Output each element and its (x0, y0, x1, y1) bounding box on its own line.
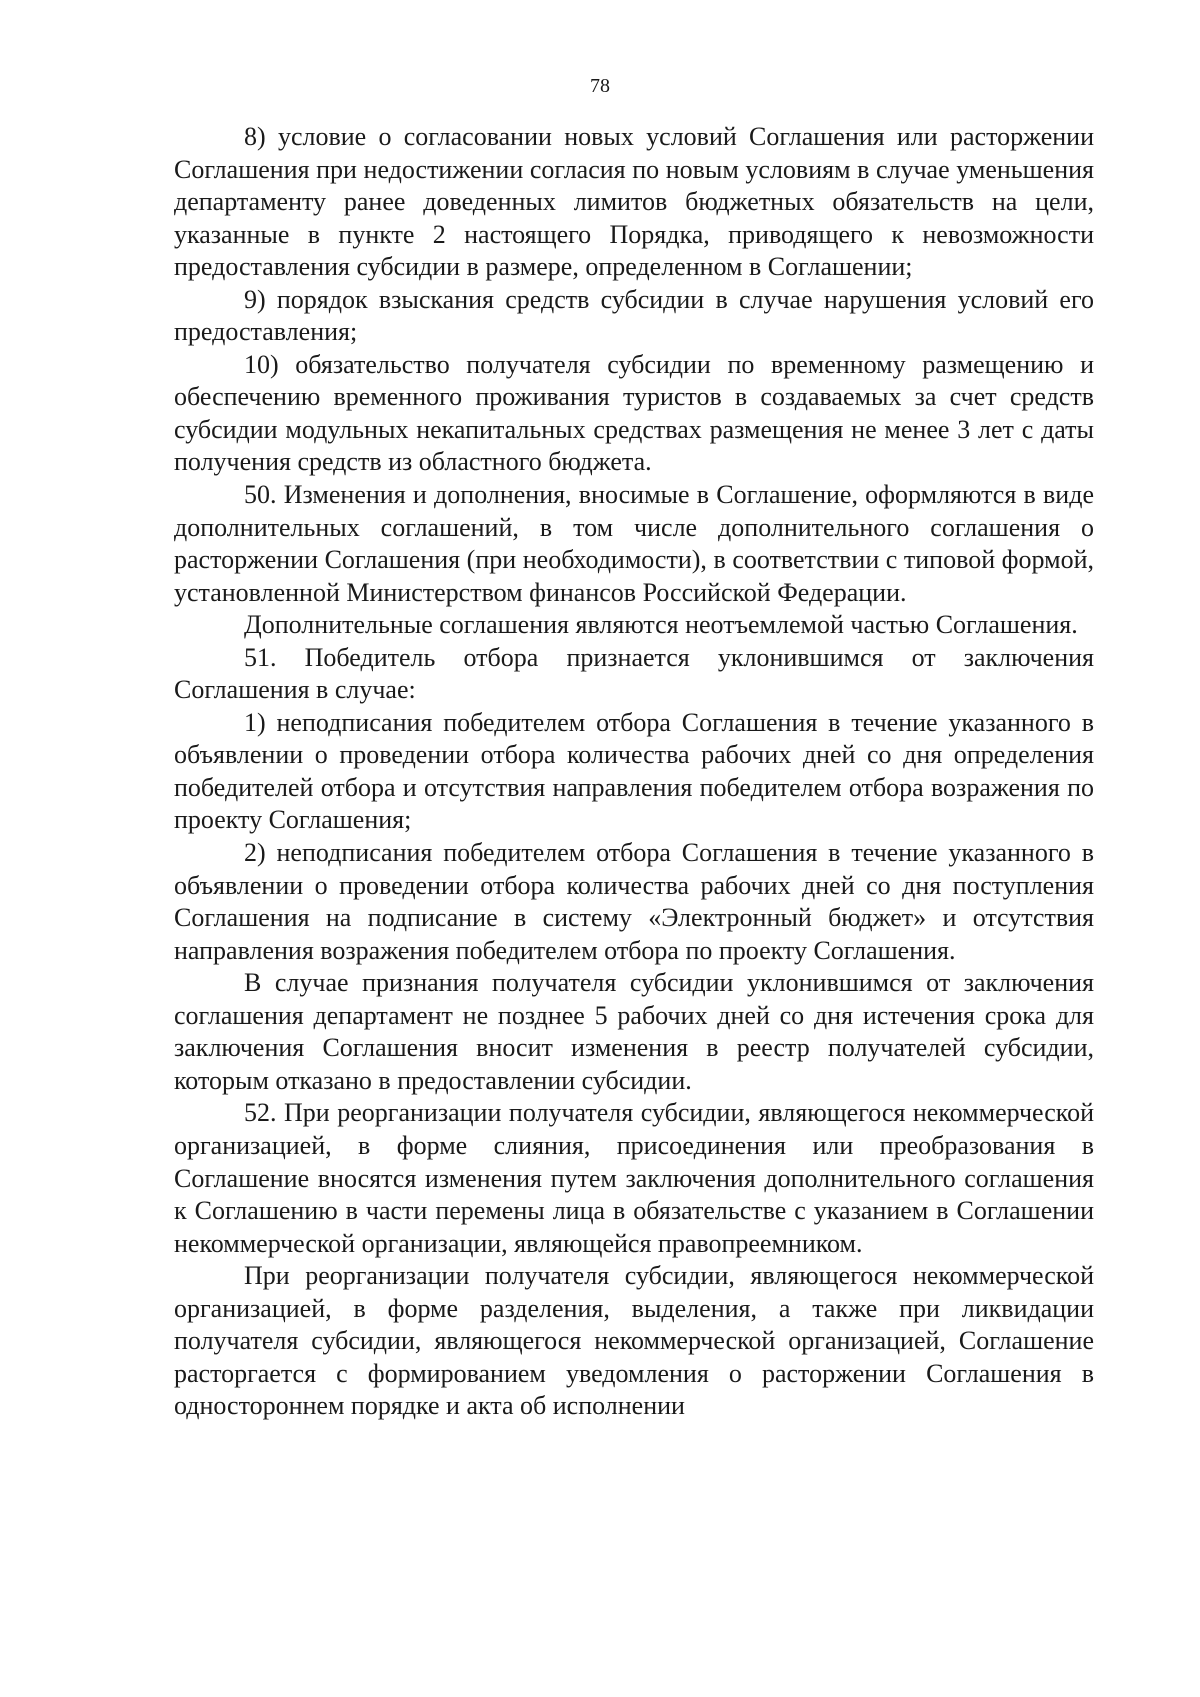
paragraph-clause-52: 52. При реорганизации получателя субсидии, являющегося некоммерческой организацией, в форме слияния, присоединения или преобразования в Соглашение вносятся изменения путем заключения дополнительного соглашения к Соглашению в части перемены лица в обязательстве с указанием в Соглашении некоммерческой организации, являющейся правопреемником. (174, 1098, 1094, 1258)
paragraph-clause-51-item-1: 1) неподписания победителем отбора Соглашения в течение указанного в объявлении о проведении отбора количества рабочих дней со дня определения победителей отбора и отсутствия направления победителем отбора возражения по проекту Соглашения; (174, 707, 1094, 835)
paragraph-item-8: 8) условие о согласовании новых условий Соглашения или расторжении Соглашения при недостижении согласия по новым условиям в случае уменьшения департаменту ранее доведенных лимитов бюджетных обязательств на цели, указанные в пункте 2 настоящего Порядка, приводящего к невозможности предоставления субсидии в размере, определенном в Соглашении; (174, 122, 1094, 282)
document-body (174, 121, 1094, 1423)
paragraph-reorganization: При реорганизации получателя субсидии, являющегося некоммерческой организацией, в форме разделения, выделения, а также при ликвидации получателя субсидии, являющегося некоммерческой организацией, Соглашение расторгается с формированием уведомления о расторжении Соглашения в одностороннем порядке и акта об исполнении (174, 1261, 1094, 1421)
paragraph-clause-51-item-2: 2) неподписания победителем отбора Соглашения в течение указанного в объявлении о проведении отбора количества рабочих дней со дня поступления Соглашения на подписание в систему «Электронный бюджет» и отсутствия направления возражения победителем отбора по проекту Соглашения. (174, 838, 1094, 965)
paragraph-item-10: 10) обязательство получателя субсидии по временному размещению и обеспечению временного проживания туристов в создаваемых за счет средств субсидии модульных некапитальных средствах размещения не менее 3 лет с даты получения средств из областного бюджета. (174, 349, 1094, 477)
paragraph-evasion-case: В случае признания получателя субсидии уклонившимся от заключения соглашения департамент не позднее 5 рабочих дней со дня истечения срока для заключения Соглашения вносит изменения в реестр получателей субсидии, которым отказано в предоставлении субсидии. (174, 968, 1094, 1095)
page-number: 78 (590, 75, 610, 97)
paragraph-clause-50: 50. Изменения и дополнения, вносимые в Соглашение, оформляются в виде дополнительных соглашений, в том числе дополнительного соглашения о расторжении Соглашения (при необходимости), в соответствии с типовой формой, установленной Министерством финансов Российской Федерации. (174, 480, 1094, 607)
paragraph-item-9: 9) порядок взыскания средств субсидии в случае нарушения условий его предоставления; (174, 284, 1094, 347)
paragraph-additional-agreements: Дополнительные соглашения являются неотъемлемой частью Соглашения. (244, 610, 1078, 640)
paragraph-clause-51: 51. Победитель отбора признается уклонившимся от заключения Соглашения в случае: (174, 642, 1094, 705)
